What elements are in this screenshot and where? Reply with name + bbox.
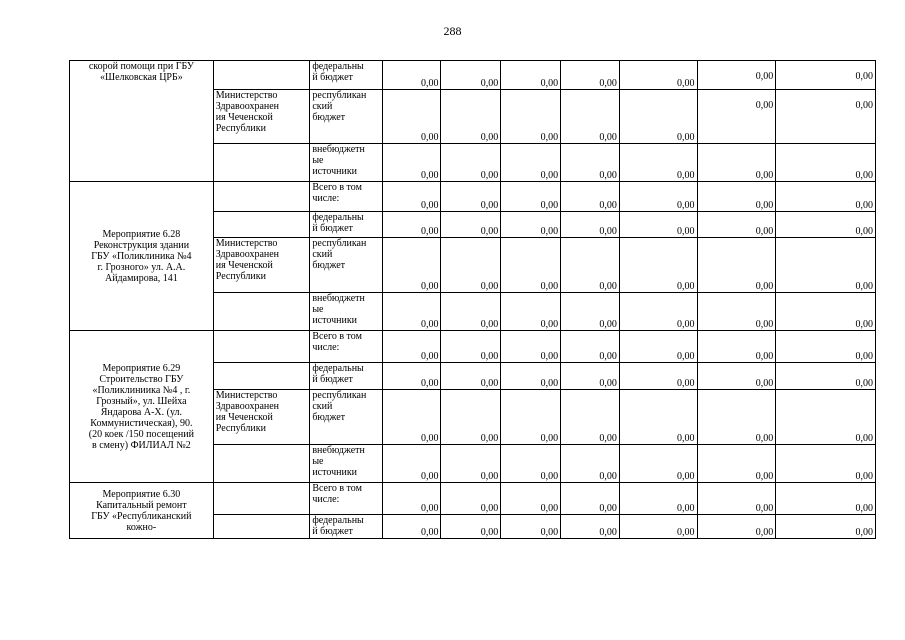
funding-source-label: Всего в том числе: <box>312 483 362 505</box>
amount-cell: 0,00 <box>501 212 561 238</box>
funding-source-label: федеральны й бюджет <box>312 515 364 537</box>
amount-cell: 0,00 <box>501 331 561 363</box>
amount-cell: 0,00 <box>382 293 441 331</box>
amount-cell: 0,00 <box>382 90 441 144</box>
funding-source-label: федеральны й бюджет <box>312 363 364 385</box>
amount-cell: 0,00 <box>697 182 776 212</box>
amount-cell: 0,00 <box>561 90 620 144</box>
executor-cell <box>213 212 310 238</box>
amount-cell: 0,00 <box>501 445 561 483</box>
funding-source-label: республикан ский бюджет <box>312 390 367 423</box>
amount-cell: 0,00 <box>776 144 876 182</box>
amount-cell: 0,00 <box>697 331 776 363</box>
amount-cell: 0,00 <box>619 483 697 515</box>
funding-source-cell <box>310 182 382 212</box>
amount-cell: 0,00 <box>382 182 441 212</box>
activity-label: Мероприятие 6.30 Капитальный ремонт ГБУ «Республиканский кожно- <box>91 488 192 533</box>
amount-cell: 0,00 <box>619 144 697 182</box>
amount-cell: 0,00 <box>697 363 776 390</box>
table-row <box>70 331 876 363</box>
amount-cell: 0,00 <box>697 90 776 144</box>
funding-source-cell <box>310 238 382 293</box>
funding-source-cell <box>310 90 382 144</box>
amount-cell: 0,00 <box>697 212 776 238</box>
amount-cell: 0,00 <box>441 238 501 293</box>
amount-cell: 0,00 <box>382 238 441 293</box>
amount-cell: 0,00 <box>501 238 561 293</box>
table-row <box>70 182 876 212</box>
funding-source-cell <box>310 61 382 90</box>
amount-cell: 0,00 <box>697 144 776 182</box>
amount-cell: 0,00 <box>776 363 876 390</box>
funding-source-cell <box>310 445 382 483</box>
amount-cell: 0,00 <box>776 515 876 539</box>
funding-source-cell <box>310 331 382 363</box>
amount-cell: 0,00 <box>561 238 620 293</box>
executor-cell <box>213 144 310 182</box>
activity-label: скорой помощи при ГБУ «Шелковская ЦРБ» <box>88 61 194 83</box>
funding-source-label: Всего в том числе: <box>312 331 362 353</box>
amount-cell: 0,00 <box>561 212 620 238</box>
activity-label: Мероприятие 6.29 Строительство ГБУ «Поликлиниика №4 , г. Грозный», ул. Шейха Яндарова А-Х. (ул. Коммунистическая), 90. (20 коек /150 посещений в смену) ФИЛИАЛ №2 <box>88 362 194 451</box>
table-row <box>70 61 876 90</box>
amount-cell: 0,00 <box>382 515 441 539</box>
activity-label: Мероприятие 6.28 Реконструкция здании ГБУ «Поликлиника №4 г. Грозного» ул. А.А. Айдамирова, 141 <box>91 228 192 284</box>
executor-cell <box>213 445 310 483</box>
amount-cell: 0,00 <box>619 61 697 90</box>
amount-cell: 0,00 <box>501 182 561 212</box>
activity-cell <box>70 331 214 483</box>
amount-cell: 0,00 <box>501 90 561 144</box>
executor-cell <box>213 238 310 293</box>
amount-cell: 0,00 <box>382 445 441 483</box>
amount-cell: 0,00 <box>441 390 501 445</box>
funding-source-cell <box>310 515 382 539</box>
amount-cell: 0,00 <box>619 90 697 144</box>
amount-cell: 0,00 <box>501 390 561 445</box>
amount-cell: 0,00 <box>619 331 697 363</box>
amount-cell: 0,00 <box>776 331 876 363</box>
table-row <box>70 483 876 515</box>
funding-source-label: внебюджетн ые источники <box>312 293 365 326</box>
amount-cell: 0,00 <box>697 61 776 90</box>
activity-cell <box>70 182 214 331</box>
amount-cell: 0,00 <box>619 445 697 483</box>
amount-cell: 0,00 <box>561 363 620 390</box>
amount-cell: 0,00 <box>619 182 697 212</box>
amount-cell: 0,00 <box>561 182 620 212</box>
activity-cell <box>70 61 214 182</box>
amount-cell: 0,00 <box>697 483 776 515</box>
page-number: 288 <box>443 24 462 38</box>
executor-label: Министерство Здравоохранен ия Чеченской Республики <box>215 90 280 134</box>
amount-cell: 0,00 <box>561 144 620 182</box>
funding-source-cell <box>310 144 382 182</box>
amount-cell: 0,00 <box>501 61 561 90</box>
amount-cell: 0,00 <box>561 293 620 331</box>
amount-cell: 0,00 <box>697 293 776 331</box>
amount-cell: 0,00 <box>776 293 876 331</box>
amount-cell: 0,00 <box>441 331 501 363</box>
executor-cell <box>213 363 310 390</box>
amount-cell: 0,00 <box>441 515 501 539</box>
amount-cell: 0,00 <box>776 390 876 445</box>
funding-source-cell <box>310 212 382 238</box>
amount-cell: 0,00 <box>561 515 620 539</box>
amount-cell: 0,00 <box>441 144 501 182</box>
executor-cell <box>213 483 310 515</box>
activity-cell <box>70 483 214 539</box>
funding-source-label: внебюджетн ые источники <box>312 144 365 177</box>
amount-cell: 0,00 <box>501 515 561 539</box>
amount-cell: 0,00 <box>619 212 697 238</box>
amount-cell: 0,00 <box>441 90 501 144</box>
amount-cell: 0,00 <box>561 390 620 445</box>
funding-source-label: Всего в том числе: <box>312 182 362 204</box>
amount-cell: 0,00 <box>776 238 876 293</box>
amount-cell: 0,00 <box>619 238 697 293</box>
amount-cell: 0,00 <box>441 61 501 90</box>
executor-cell <box>213 293 310 331</box>
amount-cell: 0,00 <box>501 363 561 390</box>
amount-cell: 0,00 <box>441 212 501 238</box>
amount-cell: 0,00 <box>776 61 876 90</box>
amount-cell: 0,00 <box>697 445 776 483</box>
amount-cell: 0,00 <box>619 363 697 390</box>
executor-label: Министерство Здравоохранен ия Чеченской Республики <box>215 390 280 434</box>
amount-cell: 0,00 <box>776 483 876 515</box>
amount-cell: 0,00 <box>561 61 620 90</box>
amount-cell: 0,00 <box>441 445 501 483</box>
amount-cell: 0,00 <box>776 182 876 212</box>
amount-cell: 0,00 <box>561 331 620 363</box>
budget-table <box>69 60 876 539</box>
amount-cell: 0,00 <box>619 293 697 331</box>
executor-label: Министерство Здравоохранен ия Чеченской Республики <box>215 238 280 282</box>
amount-cell: 0,00 <box>382 331 441 363</box>
amount-cell: 0,00 <box>441 293 501 331</box>
amount-cell: 0,00 <box>441 182 501 212</box>
amount-cell: 0,00 <box>697 238 776 293</box>
amount-cell: 0,00 <box>619 390 697 445</box>
amount-cell: 0,00 <box>441 363 501 390</box>
executor-cell <box>213 390 310 445</box>
funding-source-cell <box>310 293 382 331</box>
executor-cell <box>213 515 310 539</box>
executor-cell <box>213 182 310 212</box>
amount-cell: 0,00 <box>697 515 776 539</box>
funding-source-label: республикан ский бюджет <box>312 90 367 123</box>
amount-cell: 0,00 <box>382 61 441 90</box>
funding-source-cell <box>310 363 382 390</box>
funding-source-label: федеральны й бюджет <box>312 212 364 234</box>
amount-cell: 0,00 <box>382 483 441 515</box>
amount-cell: 0,00 <box>501 293 561 331</box>
funding-source-cell <box>310 483 382 515</box>
amount-cell: 0,00 <box>382 212 441 238</box>
funding-source-cell <box>310 390 382 445</box>
amount-cell: 0,00 <box>561 483 620 515</box>
amount-cell: 0,00 <box>776 90 876 144</box>
amount-cell: 0,00 <box>697 390 776 445</box>
funding-source-label: федеральны й бюджет <box>312 61 364 83</box>
amount-cell: 0,00 <box>619 515 697 539</box>
amount-cell: 0,00 <box>776 212 876 238</box>
amount-cell: 0,00 <box>501 483 561 515</box>
amount-cell: 0,00 <box>501 144 561 182</box>
executor-cell <box>213 331 310 363</box>
executor-cell <box>213 90 310 144</box>
amount-cell: 0,00 <box>441 483 501 515</box>
amount-cell: 0,00 <box>382 390 441 445</box>
amount-cell: 0,00 <box>561 445 620 483</box>
executor-cell <box>213 61 310 90</box>
amount-cell: 0,00 <box>382 363 441 390</box>
amount-cell: 0,00 <box>382 144 441 182</box>
amount-cell: 0,00 <box>776 445 876 483</box>
funding-source-label: республикан ский бюджет <box>312 238 367 271</box>
funding-source-label: внебюджетн ые источники <box>312 445 365 478</box>
